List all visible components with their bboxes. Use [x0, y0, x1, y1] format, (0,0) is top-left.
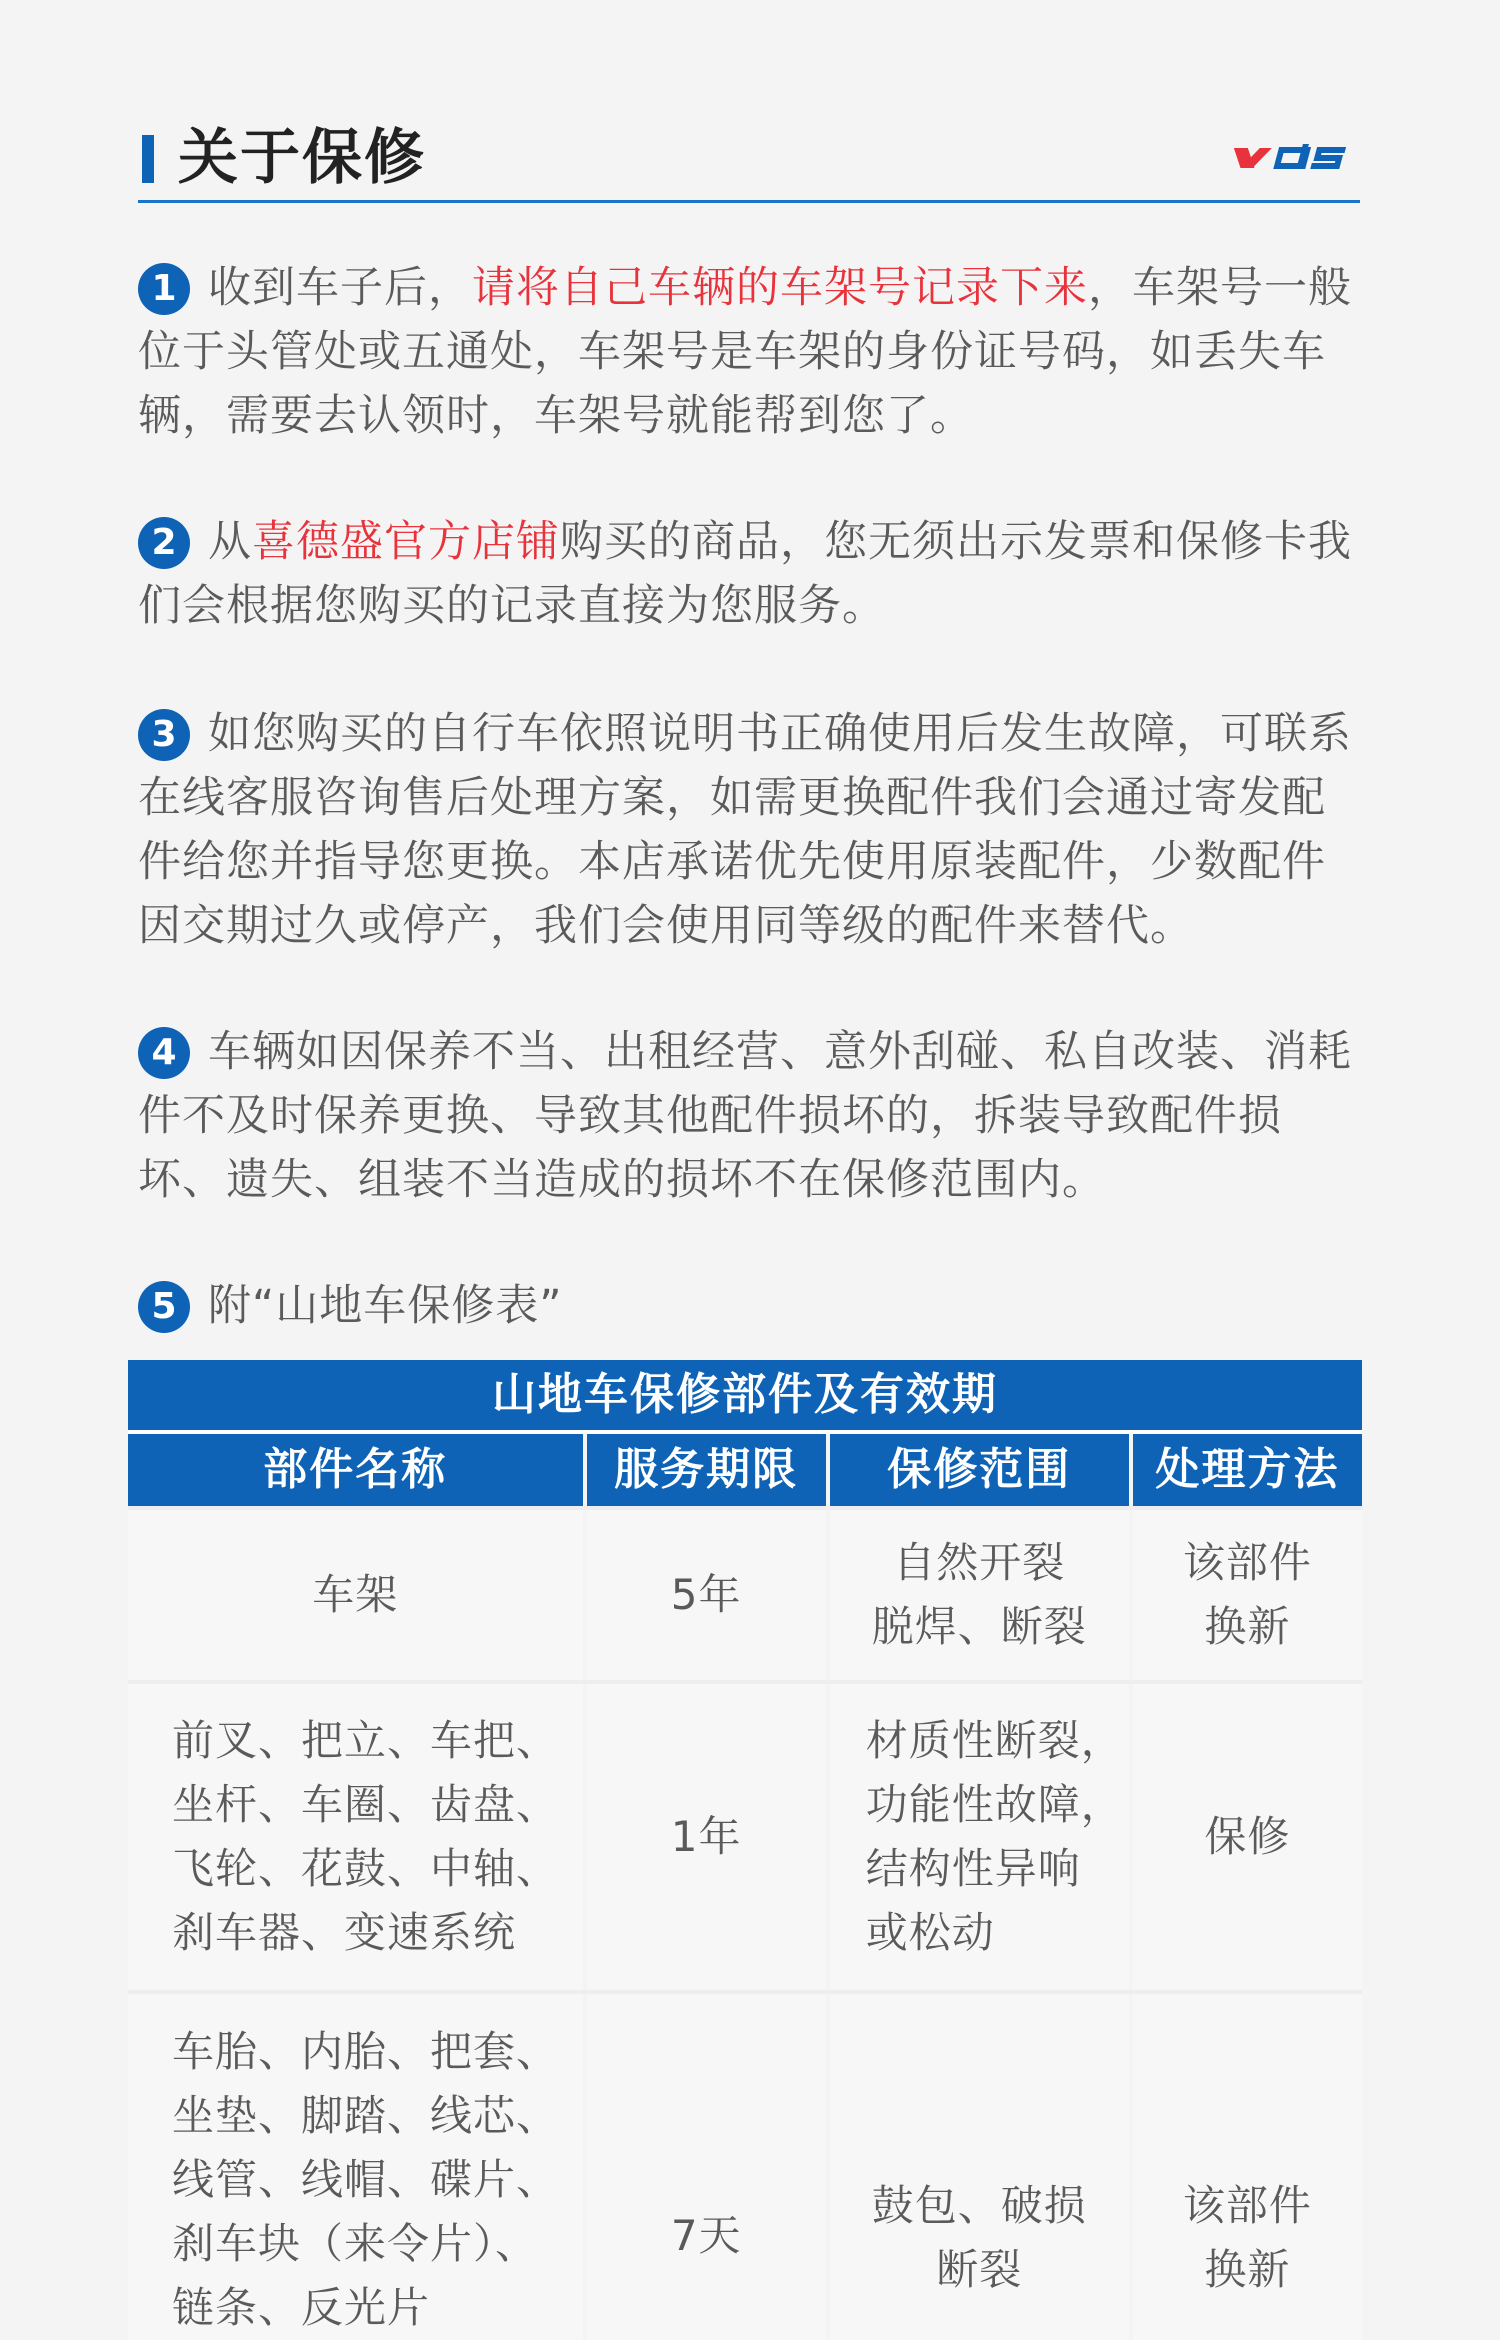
section-4	[138, 1020, 1368, 1212]
table-header-row	[128, 1430, 1362, 1506]
number-badge-2: 2	[138, 517, 190, 569]
page-title: 关于保修	[178, 123, 426, 193]
cell-line: 或松动	[865, 1908, 995, 1957]
cell-line: 车胎、内胎、把套、	[172, 2027, 560, 2076]
number-badge-5: 5	[138, 1281, 190, 1333]
cell-period: 5年	[587, 1510, 826, 1680]
cell-scope	[830, 1510, 1129, 1680]
cell-line: 刹车块（来令片）、	[172, 2219, 539, 2268]
column-header-method: 处理方法	[1133, 1434, 1362, 1506]
cell-part-name	[128, 1994, 583, 2340]
cell-line: 材质性断裂，	[865, 1716, 1124, 1765]
section-1	[138, 256, 1368, 448]
section-2-text: 从	[208, 517, 252, 567]
cell-line: 坐杆、车圈、齿盘、	[172, 1780, 560, 1829]
cell-line: 脱焊、断裂	[871, 1602, 1087, 1651]
section-2	[138, 510, 1368, 638]
section-2-highlight: 喜德盛官方店铺	[252, 517, 560, 567]
table-title: 山地车保修部件及有效期	[128, 1360, 1362, 1430]
section-2-text-rest: 购买的商品，您无须出示发票和保修卡我们会根据您购买的记录直接为您服务。	[138, 517, 1352, 631]
section-5-text: 附“山地车保修表”	[208, 1281, 563, 1331]
cell-line: 链条、反光片	[172, 2283, 431, 2332]
section-1-highlight: 请将自己车辆的车架号记录下来	[472, 263, 1088, 313]
cell-line: 飞轮、花鼓、中轴、	[172, 1844, 560, 1893]
number-badge-3: 3	[138, 709, 190, 761]
cell-line: 刹车器、变速系统	[172, 1908, 517, 1957]
cell-line: 换新	[1204, 2245, 1291, 2294]
cell-line: 该部件	[1182, 2181, 1312, 2230]
column-header-part-name: 部件名称	[128, 1434, 583, 1506]
warranty-table	[128, 1360, 1362, 2340]
number-badge-1: 1	[138, 263, 190, 315]
brand-logo	[1226, 140, 1354, 176]
number-badge-4: 4	[138, 1027, 190, 1079]
cell-part-name	[128, 1510, 583, 1680]
cell-line: 自然开裂	[893, 1538, 1066, 1587]
cell-line: 前叉、把立、车把、	[172, 1716, 560, 1765]
cell-line: 该部件	[1182, 1538, 1312, 1587]
cell-line: 功能性故障，	[865, 1780, 1124, 1829]
column-header-scope: 保修范围	[830, 1434, 1129, 1506]
cell-line: 鼓包、破损	[871, 2181, 1087, 2230]
cell-scope	[830, 1994, 1129, 2340]
section-1-text-rest: ，车架号一般位于头管处或五通处，车架号是车架的身份证号码，如丢失车辆，需要去认领时，车架号就能帮到您了。	[138, 263, 1352, 441]
table-row	[128, 1990, 1362, 2340]
cell-method	[1133, 1510, 1362, 1680]
cell-line: 保修	[1204, 1812, 1291, 1861]
cell-line: 结构性异响	[865, 1844, 1081, 1893]
section-1-text: 收到车子后，	[208, 263, 472, 313]
table-row	[128, 1506, 1362, 1680]
cell-line: 线管、线帽、碟片、	[172, 2155, 560, 2204]
section-5	[138, 1274, 1368, 1338]
column-header-period: 服务期限	[587, 1434, 826, 1506]
table-row	[128, 1680, 1362, 1990]
section-header	[138, 118, 1360, 203]
cell-line: 换新	[1204, 1602, 1291, 1651]
title-accent-bar	[142, 135, 154, 183]
cell-line: 坐垫、脚踏、线芯、	[172, 2091, 560, 2140]
cell-part-name	[128, 1684, 583, 1990]
cell-line: 车架	[312, 1570, 399, 1619]
section-3-text: 如您购买的自行车依照说明书正确使用后发生故障，可联系在线客服咨询售后处理方案，如需更换配件我们会通过寄发配件给您并指导您更换。本店承诺优先使用原装配件，少数配件因交期过久或停产，我们会使用同等级的配件来替代。	[138, 709, 1352, 951]
section-3	[138, 702, 1368, 958]
cell-period: 7天	[587, 1994, 826, 2340]
cell-period: 1年	[587, 1684, 826, 1990]
section-4-text: 车辆如因保养不当、出租经营、意外刮碰、私自改装、消耗件不及时保养更换、导致其他配件损坏的，拆装导致配件损坏、遗失、组装不当造成的损坏不在保修范围内。	[138, 1027, 1352, 1205]
cell-method	[1133, 1684, 1362, 1990]
cell-scope	[830, 1684, 1129, 1990]
cell-method	[1133, 1994, 1362, 2340]
cell-line: 断裂	[936, 2245, 1023, 2294]
